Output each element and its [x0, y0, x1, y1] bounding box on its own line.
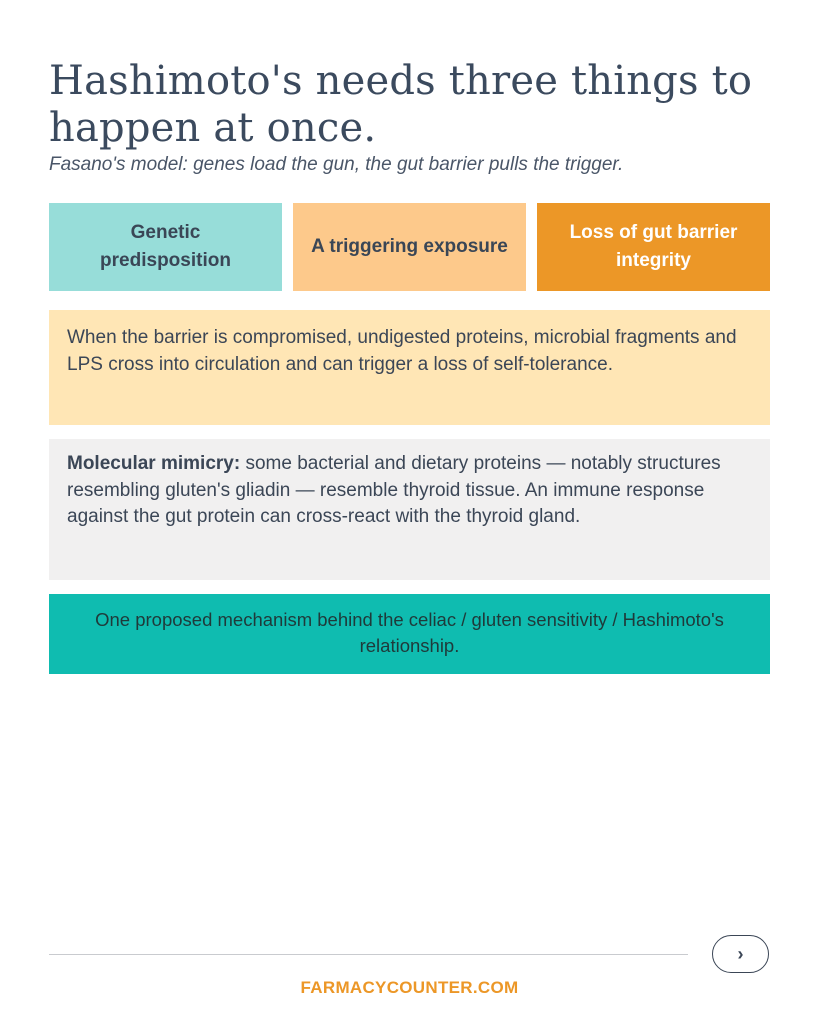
- footer-site-link[interactable]: FARMACYCOUNTER.COM: [300, 978, 519, 997]
- page-title: Hashimoto's needs three things to happen at once.: [49, 58, 753, 151]
- factor-genetic-predisposition: Genetic predisposition: [49, 203, 282, 291]
- summary-banner: [49, 594, 770, 674]
- footer-divider: [49, 954, 688, 955]
- mimicry-lead: Molecular mimicry:: [67, 453, 241, 474]
- factor-triggering-exposure: A triggering exposure: [293, 203, 526, 291]
- factor-gut-barrier-loss: Loss of gut barrier integrity: [537, 203, 770, 291]
- chevron-right-icon: ›: [737, 943, 744, 964]
- barrier-explanation-text: When the barrier is compromised, undigested proteins, microbial fragments and LPS cross into circulation and can trigger a loss of self-tolerance.: [67, 327, 737, 375]
- next-button[interactable]: [712, 935, 769, 973]
- molecular-mimicry-box: [49, 439, 770, 580]
- mimicry-text: some bacterial and dietary proteins — notably structures resembling gluten's gliadin — resemble thyroid tissue. An immune response against the gut protein can cross-react with the thyroid gland.: [67, 453, 721, 527]
- page-subtitle: Fasano's model: genes load the gun, the gut barrier pulls the trigger.: [49, 154, 624, 175]
- barrier-explanation-box: [49, 310, 770, 425]
- summary-text: One proposed mechanism behind the celiac / gluten sensitivity / Hashimoto's relationship.: [95, 609, 724, 656]
